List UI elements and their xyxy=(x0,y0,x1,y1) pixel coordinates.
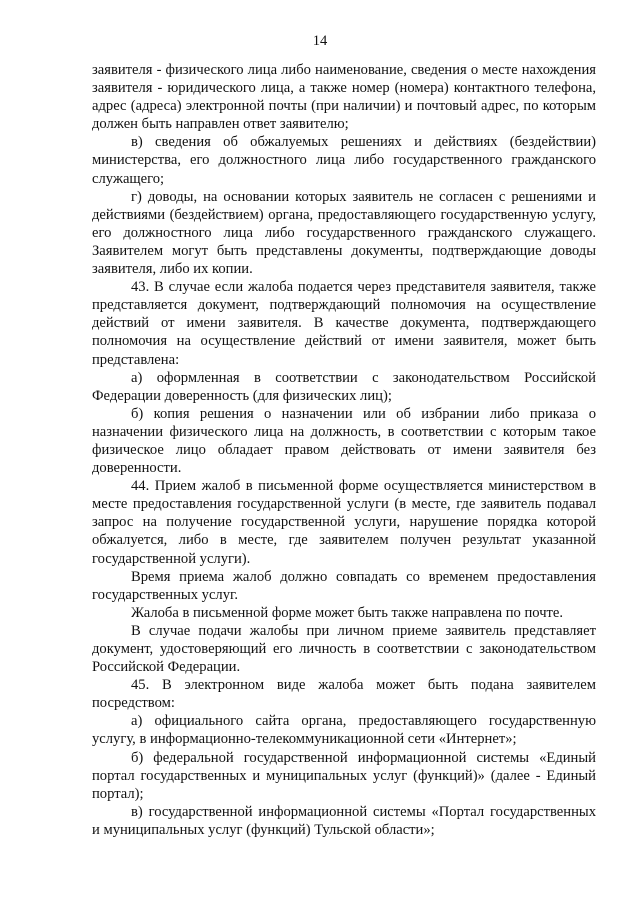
paragraph-item-a-official-site: а) официального сайта органа, предоставляющего государственную услугу, в информационно-телекоммуникационной сети «Интернет»; xyxy=(92,713,596,748)
document-body xyxy=(92,61,596,839)
paragraph-applicant-details: заявителя - физического лица либо наименование, сведения о месте нахождения заявителя - юридического лица, а также номер (номера) контактного телефона, адрес (адреса) электронной почты (при наличии) и почтовый адрес, по которым должен быть направлен ответ заявителю; xyxy=(92,62,596,133)
paragraph-reception-time: Время приема жалоб должно совпадать со временем предоставления государственных услуг. xyxy=(92,568,596,603)
paragraph-item-g-arguments: г) доводы, на основании которых заявитель не согласен с решениями и действиями (бездействием) органа, предоставляющего государственную услугу, его должностного лица либо государственного гражданского служащего. Заявителем могут быть представлены документы, подтверждающие доводы заявителя, либо их копии. xyxy=(92,188,596,278)
paragraph-item-v-appealed-decisions: в) сведения об обжалуемых решениях и действиях (бездействии) министерства, его должностного лица либо государственного гражданского служащего; xyxy=(92,134,596,187)
paragraph-personal-reception: В случае подачи жалобы при личном приеме заявитель представляет документ, удостоверяющий его личность в соответствии с законодательством Российской Федерации. xyxy=(92,622,596,676)
page-number: 14 xyxy=(312,33,328,49)
paragraph-item-b-appointment-copy: б) копия решения о назначении или об избрании либо приказа о назначении физического лица на должность, в соответствии с которым такое физическое лицо обладает правом действовать от имени заявителя без доверенности. xyxy=(92,405,596,477)
paragraph-item-b-unified-portal: б) федеральной государственной информационной системы «Единый портал государственных и муниципальных услуг (функций)» (далее - Единый портал); xyxy=(92,749,596,802)
paragraph-by-post: Жалоба в письменной форме может быть также направлена по почте. xyxy=(131,604,564,621)
paragraph-44-written-complaints: 44. Прием жалоб в письменной форме осуществляется министерством в месте предоставления государственной услуги (в месте, где заявитель подавал запрос на получение государственной услуги, нарушение порядка которой обжалуется, либо в месте, где заявителем получен результат указанной государственной услуги). xyxy=(92,478,596,567)
paragraph-45-electronic: 45. В электронном виде жалоба может быть подана заявителем посредством: xyxy=(92,677,596,712)
paragraph-item-v-regional-portal: в) государственной информационной системы «Портал государственных и муниципальных услуг (функций) Тульской области»; xyxy=(92,803,596,838)
paragraph-43-representative: 43. В случае если жалоба подается через представителя заявителя, также представляется документ, подтверждающий полномочия на осуществление действий от имени заявителя. В качестве документа, подтверждающего полномочия на осуществление действий от имени заявителя, может быть представлена: xyxy=(92,279,596,368)
paragraph-item-a-power-of-attorney: а) оформленная в соответствии с законодательством Российской Федерации доверенность (для физических лиц); xyxy=(92,369,596,404)
